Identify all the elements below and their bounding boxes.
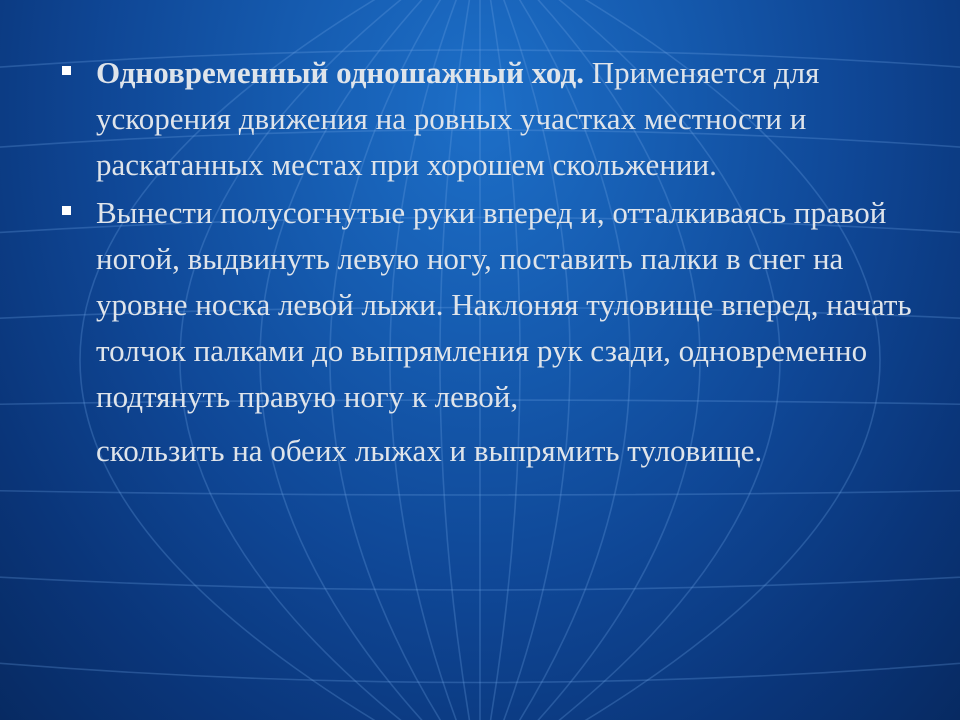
- bullet-text: Вынести полусогнутые руки вперед и, отталкиваясь правой ногой, выдвинуть левую ногу, поставить палки в снег на уровне носка левой лыжи. Наклоняя туловище вперед, начать толчок палками до выпрямления рук сзади, одновременно подтянуть правую ногу к левой,: [96, 195, 912, 414]
- square-bullet-icon: [62, 206, 71, 215]
- bullet-list: [56, 50, 916, 476]
- bullet-lead: Одновременный одношажный ход.: [96, 55, 584, 90]
- bullet-item-2: [56, 190, 916, 474]
- bullet-last-line: скользить на обеих лыжах и выпрямить туловище.: [96, 433, 763, 468]
- bullet-item-1: [56, 50, 916, 188]
- square-bullet-icon: [62, 66, 71, 75]
- bullet-text: Применяется для ускорения движения на ровных участках местности и раскатанных местах при хорошем скольжении.: [96, 55, 820, 182]
